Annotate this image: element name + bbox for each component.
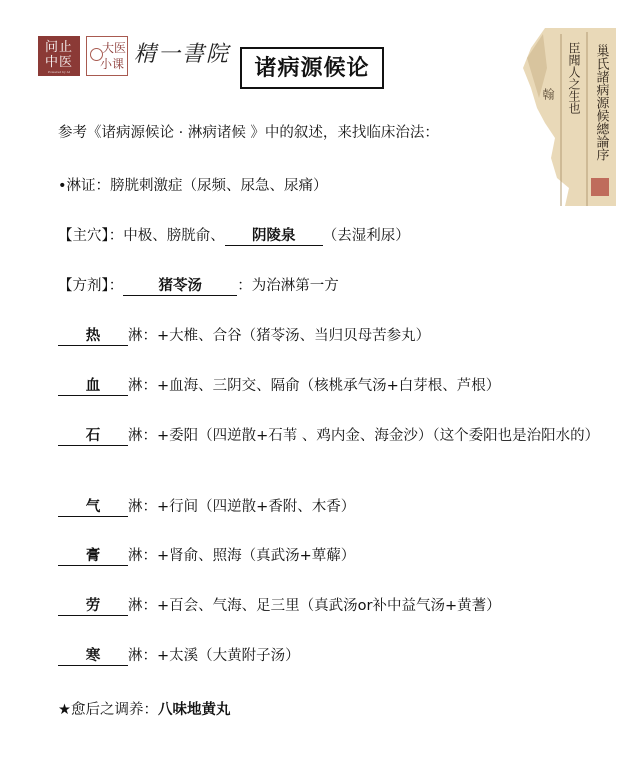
page-title: 诸病源候论	[240, 47, 384, 89]
type-text: 淋：+百会、气海、足三里（真武汤or补中益气汤+黄蓍）	[128, 598, 501, 614]
type-blank: 劳	[58, 597, 128, 616]
calligraphy-brand: 精一書院	[134, 42, 231, 67]
aftercare-text: 八味地黄丸	[158, 702, 231, 718]
type-text: 淋：+委阳（四逆散+石苇 、鸡内金、海金沙）（这个委阳也是治阳水的）	[128, 428, 600, 444]
type-text: 淋：+肾俞、照海（真武汤+萆薢）	[128, 548, 356, 564]
list-item	[58, 326, 430, 346]
symptom-text: •淋证：膀胱刺激症（尿频、尿急、尿痛）	[58, 178, 328, 194]
list-item	[58, 596, 501, 616]
formula-line	[58, 276, 339, 296]
book-col3: 翰	[541, 88, 555, 100]
main-points-label: 【主穴】：	[58, 228, 124, 244]
list-item	[58, 497, 355, 517]
intro-text: 参考《诸病源候论 · 淋病诸候 》中的叙述，来找临床治法：	[58, 125, 439, 141]
wenzhi-logo-line1: 问止	[44, 40, 73, 55]
type-text: 淋：+血海、三阴交、隔俞（核桃承气汤+白芽根、芦根）	[128, 378, 501, 394]
main-points-text: 中极、膀胱俞、	[123, 228, 225, 244]
list-item	[58, 646, 300, 666]
ancient-book-image	[517, 28, 616, 206]
list-item	[58, 546, 355, 566]
aftercare-line	[58, 700, 231, 720]
main-points-line	[58, 226, 410, 246]
dayi-logo	[86, 36, 128, 76]
type-blank: 膏	[58, 547, 128, 566]
type-blank: 热	[58, 327, 128, 346]
formula-tail: ：为治淋第一方	[237, 278, 339, 294]
list-item	[58, 426, 618, 446]
main-points-blank: 阴陵泉	[225, 227, 323, 246]
type-blank: 石	[58, 427, 128, 446]
type-blank: 气	[58, 498, 128, 517]
main-points-tail: （去湿利尿）	[322, 228, 410, 244]
formula-label: 【方剂】：	[58, 278, 124, 294]
book-col1: 巢氏諸病源候總論序	[593, 44, 609, 161]
type-text: 淋：+行间（四逆散+香附、木香）	[128, 499, 356, 515]
wenzhi-logo	[38, 36, 80, 76]
aftercare-label: ★愈后之调养：	[58, 702, 158, 718]
wenzhi-logo-line2: 中医	[44, 55, 73, 70]
dayi-logo-line2: 小课	[100, 57, 125, 71]
type-text: 淋：+大椎、合谷（猪苓汤、当归贝母苦参丸）	[128, 328, 431, 344]
type-text: 淋：+太溪（大黄附子汤）	[128, 648, 300, 664]
type-blank: 血	[58, 377, 128, 396]
list-item	[58, 376, 500, 396]
wenzhi-logo-sub: Powered by AI	[47, 70, 71, 74]
dayi-logo-line1: 大医	[102, 41, 127, 55]
formula-blank: 猪苓汤	[123, 277, 237, 296]
book-col2: 臣聞人之生也	[567, 42, 581, 114]
type-blank: 寒	[58, 647, 128, 666]
